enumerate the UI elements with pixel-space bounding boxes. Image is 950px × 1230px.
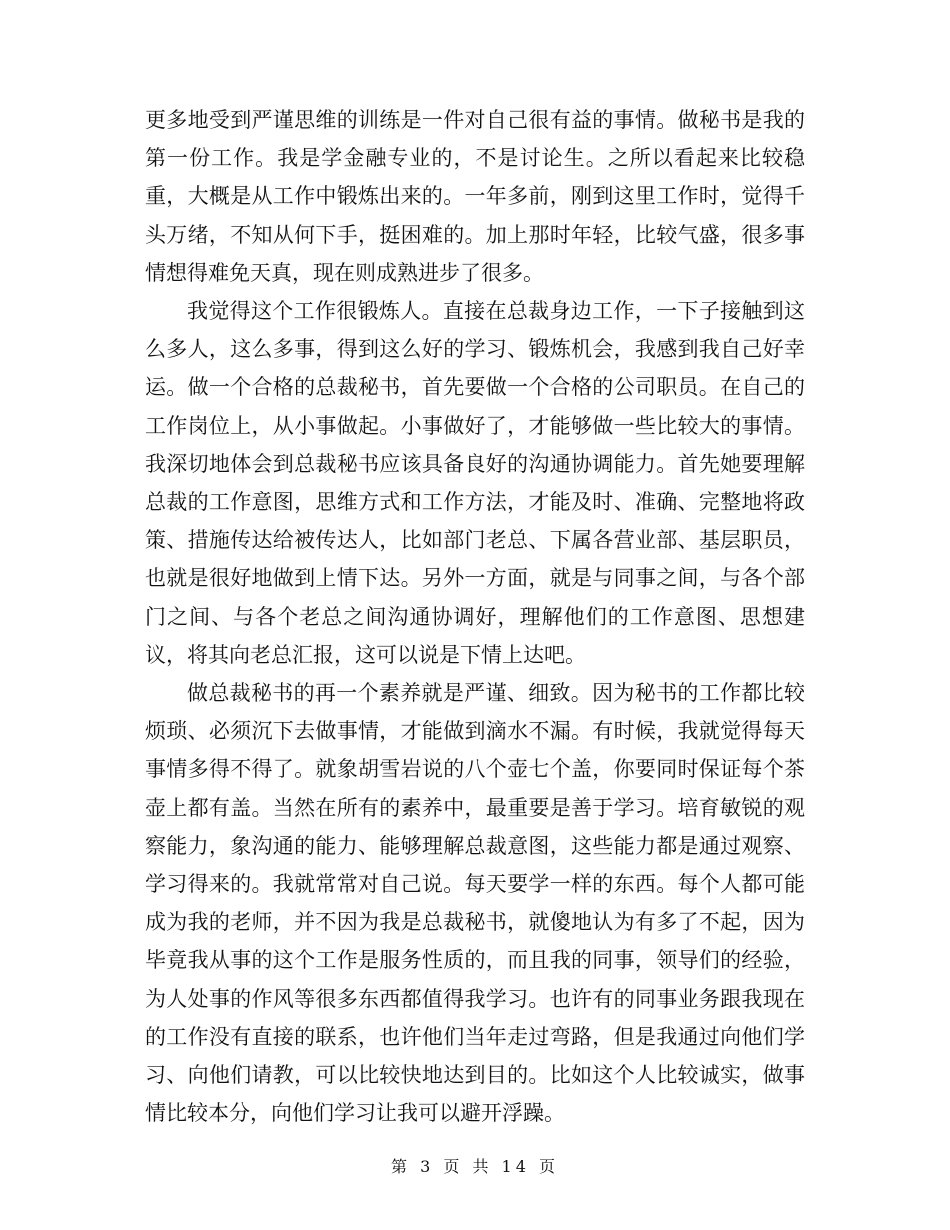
- paragraph-3: 做总裁秘书的再一个素养就是严谨、细致。因为秘书的工作都比较烦琐、必须沉下去做事情，才能做到滴水不漏。有时候，我就觉得每天事情多得不得了。就象胡雪岩说的八个壶七个盖，你要同时保证每个茶壶上都有盖。当然在所有的素养中，最重要是善于学习。培育敏锐的观察能力，象沟通的能力、能够理解总裁意图，这些能力都是通过观察、学习得来的。我就常常对自己说。每天要学一样的东西。每个人都可能成为我的老师，并不因为我是总裁秘书，就傻地认为有多了不起，因为毕竟我从事的这个工作是服务性质的，而且我的同事，领导们的经验，为人处事的作风等很多东西都值得我学习。也许有的同事业务跟我现在的工作没有直接的联系，也许他们当年走过弯路，但是我通过向他们学习、向他们请教，可以比较快地达到目的。比如这个人比较诚实，做事情比较本分，向他们学习让我可以避开浮躁。: [145, 681, 805, 1126]
- paragraph-2: 我觉得这个工作很锻炼人。直接在总裁身边工作，一下子接触到这么多人，这么多事，得到这么好的学习、锻炼机会，我感到我自己好幸运。做一个合格的总裁秘书，首先要做一个合格的公司职员。在自己的工作岗位上，从小事做起。小事做好了，才能够做一些比较大的事情。我深切地体会到总裁秘书应该具备良好的沟通协调能力。首先她要理解总裁的工作意图，思维方式和工作方法，才能及时、准确、完整地将政策、措施传达给被传达人，比如部门老总、下属各营业部、基层职员，也就是很好地做到上情下达。另外一方面，就是与同事之间，与各个部门之间、与各个老总之间沟通协调好，理解他们的工作意图、思想建议，将其向老总汇报，这可以说是下情上达吧。: [145, 299, 805, 667]
- document-body: [145, 101, 805, 1132]
- page-footer: 第 3 页 共 14 页: [391, 1157, 559, 1176]
- paragraph-1: 更多地受到严谨思维的训练是一件对自己很有益的事情。做秘书是我的第一份工作。我是学金融专业的，不是讨论生。之所以看起来比较稳重，大概是从工作中锻炼出来的。一年多前，刚到这里工作时，觉得千头万绪，不知从何下手，挺困难的。加上那时年轻，比较气盛，很多事情想得难免天真，现在则成熟进步了很多。: [145, 108, 805, 285]
